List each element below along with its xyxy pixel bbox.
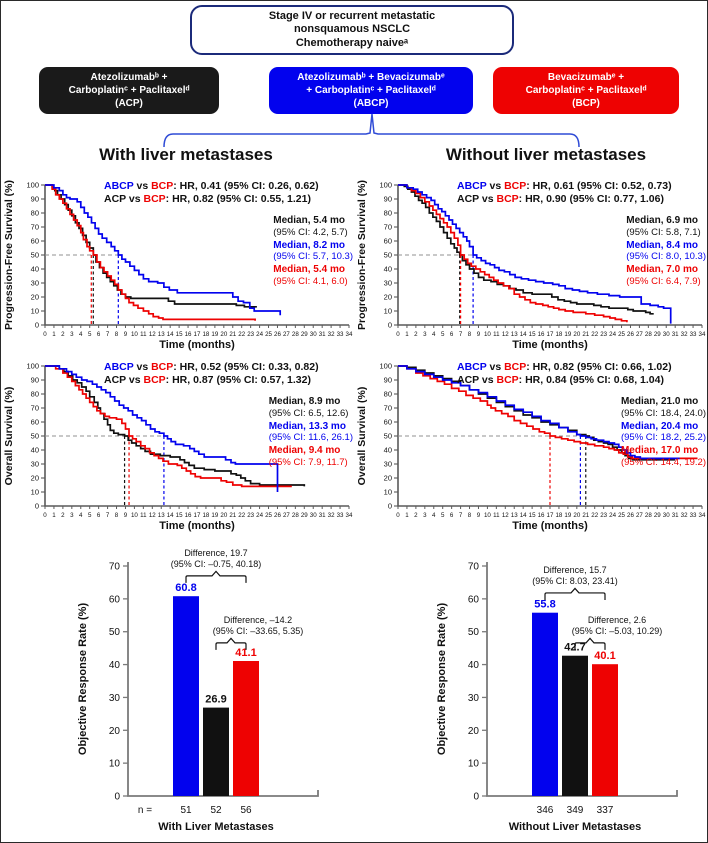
bar-plot-svg	[73, 546, 373, 836]
svg-text:19: 19	[211, 331, 219, 338]
arm-box-abcp	[269, 67, 473, 114]
svg-text:60: 60	[108, 594, 120, 606]
svg-text:18: 18	[202, 331, 210, 338]
svg-text:50: 50	[383, 250, 392, 260]
svg-text:100: 100	[26, 361, 39, 371]
median-entry: Median, 13.3 mo (95% CI: 11.6, 26.1)	[268, 420, 353, 443]
svg-text:16: 16	[537, 512, 545, 519]
svg-text:3: 3	[423, 331, 427, 338]
svg-text:32: 32	[680, 331, 688, 338]
svg-text:Time (months): Time (months)	[159, 520, 235, 532]
svg-text:30: 30	[30, 278, 39, 288]
svg-text:20: 20	[108, 725, 120, 737]
median-entry: Median, 7.0 mo (95% CI: 6.4, 7.9)	[626, 264, 701, 287]
svg-text:25: 25	[618, 512, 625, 519]
svg-text:10: 10	[130, 331, 138, 338]
svg-text:0: 0	[43, 331, 47, 338]
arm-line: + Carboplatinᶜ + Paclitaxelᵈ	[306, 85, 436, 96]
trial-flowchart	[1, 1, 707, 179]
svg-text:0: 0	[43, 512, 47, 519]
svg-text:2: 2	[414, 331, 418, 338]
svg-text:20: 20	[573, 512, 581, 519]
svg-text:15: 15	[175, 331, 183, 338]
median-entry: Median, 5.4 mo (95% CI: 4.1, 6.0)	[273, 264, 348, 287]
svg-text:12: 12	[148, 331, 156, 338]
svg-text:10: 10	[467, 758, 479, 770]
svg-text:349: 349	[566, 805, 584, 816]
svg-text:Difference, 2.6: Difference, 2.6	[587, 614, 647, 625]
arm-line: (BCP)	[572, 98, 600, 109]
median-entry: Median, 8.4 mo (95% CI: 8.0, 10.3)	[626, 239, 706, 262]
svg-text:7: 7	[105, 331, 110, 338]
svg-text:Time (months): Time (months)	[512, 339, 588, 351]
svg-text:22: 22	[591, 512, 599, 519]
hazard-ratio-annotation	[457, 180, 672, 206]
svg-text:8: 8	[467, 331, 472, 338]
svg-text:5: 5	[87, 331, 92, 338]
svg-text:40: 40	[30, 445, 39, 455]
svg-text:23: 23	[247, 512, 255, 519]
svg-text:31: 31	[671, 512, 679, 519]
svg-text:27: 27	[635, 331, 643, 338]
svg-text:0: 0	[387, 501, 392, 511]
svg-text:Time (months): Time (months)	[159, 339, 235, 351]
svg-text:22: 22	[238, 512, 246, 519]
svg-text:30: 30	[383, 459, 392, 469]
svg-text:23: 23	[600, 512, 608, 519]
hazard-ratio-annotation	[104, 361, 319, 387]
svg-text:34: 34	[698, 512, 706, 519]
svg-text:Difference, 19.7: Difference, 19.7	[184, 547, 248, 558]
orr-row	[1, 546, 707, 841]
svg-text:10: 10	[30, 306, 39, 316]
svg-text:33: 33	[336, 331, 344, 338]
svg-text:30: 30	[662, 331, 670, 338]
arm-line: (ACP)	[115, 98, 143, 109]
svg-text:Time (months): Time (months)	[512, 520, 588, 532]
svg-text:(95% CI: –5.03, 10.29): (95% CI: –5.03, 10.29)	[571, 625, 663, 636]
svg-text:90: 90	[383, 194, 392, 204]
svg-text:50: 50	[30, 250, 39, 260]
hr-line: ABCP vs BCP: HR, 0.61 (95% CI: 0.52, 0.73)	[457, 180, 672, 192]
svg-text:Objective Response Rate (%): Objective Response Rate (%)	[77, 602, 89, 756]
svg-text:2: 2	[61, 331, 65, 338]
eligibility-line: nonsquamous NSCLC	[293, 23, 411, 36]
hr-line: ACP vs BCP: HR, 0.87 (95% CI: 0.57, 1.32)	[104, 374, 311, 386]
svg-text:10: 10	[130, 512, 138, 519]
svg-text:4: 4	[79, 331, 83, 338]
svg-text:42.7: 42.7	[564, 641, 586, 654]
median-annotation	[273, 215, 353, 289]
svg-text:50: 50	[30, 431, 39, 441]
svg-text:27: 27	[635, 512, 643, 519]
svg-text:Overall Survival (%): Overall Survival (%)	[356, 386, 368, 486]
svg-text:8: 8	[467, 512, 472, 519]
svg-text:24: 24	[609, 331, 617, 338]
svg-text:12: 12	[501, 512, 509, 519]
svg-text:10: 10	[483, 331, 491, 338]
svg-text:3: 3	[423, 512, 427, 519]
svg-text:30: 30	[108, 692, 120, 704]
svg-text:5: 5	[440, 331, 445, 338]
svg-text:13: 13	[510, 331, 518, 338]
svg-text:337: 337	[596, 805, 614, 816]
svg-text:17: 17	[193, 331, 201, 338]
bar-plot-svg	[432, 546, 708, 836]
svg-text:Progression-Free Survival (%): Progression-Free Survival (%)	[3, 180, 15, 330]
svg-text:30: 30	[309, 512, 317, 519]
svg-text:1: 1	[405, 512, 409, 519]
svg-text:27: 27	[282, 512, 290, 519]
svg-text:0: 0	[396, 512, 400, 519]
svg-text:50: 50	[108, 627, 120, 639]
svg-text:22: 22	[238, 331, 246, 338]
svg-text:9: 9	[476, 331, 481, 338]
svg-text:70: 70	[383, 222, 392, 232]
svg-text:26: 26	[627, 331, 634, 338]
svg-text:17: 17	[193, 512, 201, 519]
svg-text:40.1: 40.1	[594, 650, 616, 663]
svg-text:29: 29	[653, 331, 661, 338]
svg-text:70: 70	[467, 561, 479, 573]
svg-text:(95% CI: –33.65, 5.35): (95% CI: –33.65, 5.35)	[212, 625, 304, 636]
svg-text:23: 23	[247, 331, 255, 338]
svg-text:32: 32	[327, 512, 335, 519]
svg-text:28: 28	[644, 512, 652, 519]
median-entry: Median, 6.9 mo (95% CI: 5.8, 7.1)	[626, 215, 701, 238]
svg-text:40: 40	[467, 660, 479, 672]
svg-text:13: 13	[157, 331, 165, 338]
svg-text:60: 60	[30, 417, 39, 427]
svg-text:27: 27	[282, 331, 290, 338]
svg-text:31: 31	[318, 512, 326, 519]
svg-text:23: 23	[600, 331, 608, 338]
svg-text:20: 20	[220, 331, 228, 338]
svg-text:29: 29	[653, 512, 661, 519]
svg-text:22: 22	[591, 331, 599, 338]
median-entry: Median, 17.0 mo (95% CI: 14.4, 19.2)	[620, 445, 706, 468]
svg-text:34: 34	[698, 331, 706, 338]
svg-text:5: 5	[87, 512, 92, 519]
arm-box-acp	[39, 67, 219, 114]
arm-line: Atezolizumabᵇ +	[90, 72, 168, 83]
svg-text:20: 20	[383, 473, 392, 483]
svg-text:(95% CI: –0.75, 40.18): (95% CI: –0.75, 40.18)	[170, 558, 262, 569]
svg-text:60: 60	[467, 594, 479, 606]
svg-text:16: 16	[537, 331, 545, 338]
svg-text:40: 40	[383, 445, 392, 455]
svg-text:12: 12	[148, 512, 156, 519]
svg-text:70: 70	[30, 403, 39, 413]
svg-text:17: 17	[546, 512, 554, 519]
svg-text:9: 9	[476, 512, 481, 519]
svg-text:10: 10	[383, 487, 392, 497]
svg-text:9: 9	[123, 331, 128, 338]
svg-text:33: 33	[336, 512, 344, 519]
km-chart-os-with-liver-mets	[1, 360, 354, 541]
hr-line: ACP vs BCP: HR, 0.90 (95% CI: 0.77, 1.06)	[457, 193, 664, 205]
arm-line: Carboplatinᶜ + Paclitaxelᵈ	[68, 85, 190, 96]
hr-line: ABCP vs BCP: HR, 0.82 (95% CI: 0.66, 1.02)	[457, 361, 672, 373]
svg-text:6: 6	[96, 331, 101, 338]
svg-text:50: 50	[467, 627, 479, 639]
svg-text:90: 90	[30, 194, 39, 204]
median-entry: Median, 20.4 mo (95% CI: 18.2, 25.2)	[620, 420, 706, 443]
svg-text:24: 24	[256, 331, 264, 338]
svg-text:20: 20	[30, 473, 39, 483]
hr-line: ABCP vs BCP: HR, 0.41 (95% CI: 0.26, 0.62)	[104, 180, 319, 192]
svg-text:80: 80	[383, 208, 392, 218]
svg-text:21: 21	[582, 512, 590, 519]
svg-text:28: 28	[291, 512, 299, 519]
km-chart-os-without-liver-mets	[354, 360, 707, 541]
arm-line: (ABCP)	[353, 98, 389, 109]
svg-text:n =: n =	[137, 805, 153, 816]
svg-text:19: 19	[564, 512, 572, 519]
svg-text:16: 16	[184, 331, 192, 338]
svg-text:15: 15	[528, 331, 536, 338]
svg-text:7: 7	[458, 331, 463, 338]
svg-text:30: 30	[383, 278, 392, 288]
svg-text:Difference, 15.7: Difference, 15.7	[543, 564, 607, 575]
svg-text:34: 34	[345, 331, 353, 338]
svg-text:21: 21	[229, 512, 237, 519]
svg-text:31: 31	[671, 331, 679, 338]
svg-text:28: 28	[291, 331, 299, 338]
km-chart-pfs-with-liver-mets	[1, 179, 354, 360]
svg-text:21: 21	[582, 331, 590, 338]
hr-line: ACP vs BCP: HR, 0.84 (95% CI: 0.68, 1.04)	[457, 374, 664, 386]
svg-text:26.9: 26.9	[205, 693, 227, 706]
bar-chart-orr-without-liver-mets	[354, 546, 707, 841]
svg-text:18: 18	[555, 331, 563, 338]
hr-line: ABCP vs BCP: HR, 0.52 (95% CI: 0.33, 0.82)	[104, 361, 319, 373]
svg-text:10: 10	[30, 487, 39, 497]
svg-text:90: 90	[383, 375, 392, 385]
svg-text:Without Liver Metastases: Without Liver Metastases	[508, 821, 642, 833]
svg-text:Overall Survival (%): Overall Survival (%)	[3, 386, 15, 486]
svg-text:14: 14	[166, 331, 174, 338]
svg-text:14: 14	[519, 331, 527, 338]
svg-text:30: 30	[309, 331, 317, 338]
svg-text:3: 3	[70, 512, 74, 519]
svg-text:28: 28	[644, 331, 652, 338]
svg-text:60.8: 60.8	[175, 582, 197, 595]
svg-text:26: 26	[274, 331, 281, 338]
svg-text:0: 0	[34, 501, 39, 511]
eligibility-line: Chemotherapy naiveᵃ	[295, 36, 409, 49]
svg-text:0: 0	[34, 320, 39, 330]
svg-text:11: 11	[140, 512, 147, 519]
arm-line: Bevacizumabᵉ +	[547, 72, 625, 83]
svg-text:34: 34	[345, 512, 353, 519]
svg-text:10: 10	[483, 512, 491, 519]
svg-text:32: 32	[680, 512, 688, 519]
os-row	[1, 360, 707, 541]
pfs-row	[1, 179, 707, 360]
svg-text:2: 2	[61, 512, 65, 519]
svg-text:24: 24	[256, 512, 264, 519]
svg-text:14: 14	[166, 512, 174, 519]
svg-text:41.1: 41.1	[235, 647, 257, 659]
svg-text:0: 0	[114, 791, 120, 803]
svg-text:Objective Response Rate (%): Objective Response Rate (%)	[436, 602, 448, 756]
svg-text:18: 18	[202, 512, 210, 519]
arm-line: Carboplatinᶜ + Paclitaxelᵈ	[525, 85, 647, 96]
svg-text:26: 26	[274, 512, 281, 519]
svg-text:15: 15	[175, 512, 183, 519]
svg-text:31: 31	[318, 331, 326, 338]
svg-text:100: 100	[379, 361, 392, 371]
svg-text:11: 11	[140, 331, 147, 338]
svg-text:70: 70	[30, 222, 39, 232]
median-entry: Median, 9.4 mo (95% CI: 7.9, 11.7)	[268, 445, 348, 468]
svg-text:Progression-Free Survival (%): Progression-Free Survival (%)	[356, 180, 368, 330]
svg-text:(95% CI: 8.03, 23.41): (95% CI: 8.03, 23.41)	[532, 575, 618, 586]
hazard-ratio-annotation	[457, 361, 672, 387]
svg-text:4: 4	[432, 331, 436, 338]
svg-text:24: 24	[609, 512, 617, 519]
svg-text:346: 346	[536, 805, 554, 816]
svg-text:19: 19	[564, 331, 572, 338]
svg-text:13: 13	[510, 512, 518, 519]
svg-text:4: 4	[79, 512, 83, 519]
svg-text:0: 0	[387, 320, 392, 330]
svg-text:52: 52	[210, 805, 222, 816]
svg-text:29: 29	[300, 512, 308, 519]
svg-text:20: 20	[220, 512, 228, 519]
svg-text:26: 26	[627, 512, 634, 519]
svg-text:80: 80	[30, 389, 39, 399]
svg-text:40: 40	[30, 264, 39, 274]
svg-text:21: 21	[229, 331, 237, 338]
svg-text:6: 6	[96, 512, 101, 519]
svg-text:100: 100	[379, 180, 392, 190]
svg-text:90: 90	[30, 375, 39, 385]
svg-text:70: 70	[108, 561, 120, 573]
svg-text:With Liver Metastases: With Liver Metastases	[158, 821, 274, 833]
svg-text:16: 16	[184, 512, 192, 519]
svg-text:10: 10	[108, 758, 120, 770]
svg-text:1: 1	[405, 331, 409, 338]
median-annotation	[626, 215, 706, 289]
svg-text:1: 1	[52, 512, 56, 519]
svg-text:25: 25	[265, 512, 272, 519]
svg-text:25: 25	[618, 331, 625, 338]
median-entry: Median, 8.9 mo (95% CI: 6.5, 12.6)	[268, 396, 349, 419]
svg-text:12: 12	[501, 331, 509, 338]
svg-text:8: 8	[114, 331, 119, 338]
svg-text:11: 11	[493, 512, 500, 519]
svg-text:3: 3	[70, 331, 74, 338]
svg-text:30: 30	[662, 512, 670, 519]
hr-line: ACP vs BCP: HR, 0.82 (95% CI: 0.55, 1.21)	[104, 193, 311, 205]
svg-text:6: 6	[449, 331, 454, 338]
svg-text:2: 2	[414, 512, 418, 519]
svg-text:100: 100	[26, 180, 39, 190]
svg-text:40: 40	[383, 264, 392, 274]
svg-text:17: 17	[546, 331, 554, 338]
svg-text:50: 50	[383, 431, 392, 441]
svg-text:6: 6	[449, 512, 454, 519]
km-chart-pfs-without-liver-mets	[354, 179, 707, 360]
svg-text:20: 20	[467, 725, 479, 737]
svg-text:33: 33	[689, 331, 697, 338]
svg-text:20: 20	[573, 331, 581, 338]
median-annotation	[621, 396, 706, 470]
median-entry: Median, 8.2 mo (95% CI: 5.7, 10.3)	[273, 239, 353, 262]
arm-line: Atezolizumabᵇ + Bevacizumabᵉ	[297, 72, 445, 83]
svg-text:30: 30	[467, 692, 479, 704]
svg-text:9: 9	[123, 512, 128, 519]
svg-text:33: 33	[689, 512, 697, 519]
eligibility-line: Stage IV or recurrent metastatic	[268, 9, 436, 22]
svg-text:25: 25	[265, 331, 272, 338]
svg-text:32: 32	[327, 331, 335, 338]
svg-text:56: 56	[240, 805, 252, 816]
svg-text:11: 11	[493, 331, 500, 338]
svg-text:10: 10	[383, 306, 392, 316]
svg-text:4: 4	[432, 512, 436, 519]
svg-text:14: 14	[519, 512, 527, 519]
svg-text:30: 30	[30, 459, 39, 469]
median-annotation	[269, 396, 353, 470]
svg-text:29: 29	[300, 331, 308, 338]
column-heading-without-liver-mets: Without liver metastases	[445, 145, 647, 164]
median-entry: Median, 21.0 mo (95% CI: 18.4, 24.0)	[620, 396, 706, 419]
svg-text:60: 60	[383, 236, 392, 246]
svg-text:0: 0	[473, 791, 479, 803]
svg-text:0: 0	[396, 331, 400, 338]
median-entry: Median, 5.4 mo (95% CI: 4.2, 5.7)	[273, 215, 348, 238]
svg-text:80: 80	[30, 208, 39, 218]
svg-text:13: 13	[157, 512, 165, 519]
svg-text:18: 18	[555, 512, 563, 519]
svg-text:15: 15	[528, 512, 536, 519]
column-heading-with-liver-mets: With liver metastases	[99, 145, 273, 164]
svg-text:19: 19	[211, 512, 219, 519]
svg-text:60: 60	[30, 236, 39, 246]
svg-text:7: 7	[105, 512, 110, 519]
svg-text:1: 1	[52, 331, 56, 338]
svg-text:40: 40	[108, 660, 120, 672]
hazard-ratio-annotation	[104, 180, 319, 206]
bar-chart-orr-with-liver-mets	[1, 546, 354, 841]
svg-text:Difference, –14.2: Difference, –14.2	[223, 614, 293, 625]
svg-text:5: 5	[440, 512, 445, 519]
svg-text:80: 80	[383, 389, 392, 399]
svg-text:20: 20	[383, 292, 392, 302]
svg-text:60: 60	[383, 417, 392, 427]
svg-text:8: 8	[114, 512, 119, 519]
arm-box-bcp	[493, 67, 679, 114]
svg-text:7: 7	[458, 512, 463, 519]
svg-text:20: 20	[30, 292, 39, 302]
svg-text:70: 70	[383, 403, 392, 413]
svg-text:51: 51	[180, 805, 192, 816]
svg-text:55.8: 55.8	[534, 598, 556, 611]
eligibility-box	[190, 5, 514, 55]
